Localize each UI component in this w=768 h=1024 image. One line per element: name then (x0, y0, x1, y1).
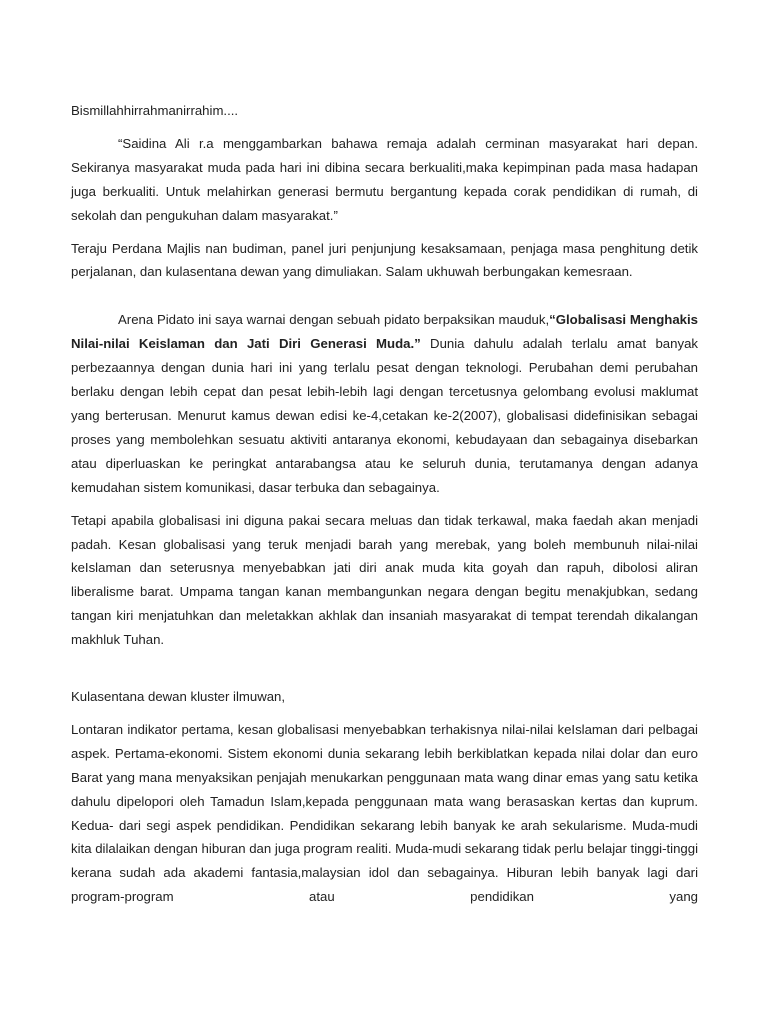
audience-address: Kulasentana dewan kluster ilmuwan, (71, 689, 286, 705)
quote-paragraph: “Saidina Ali r.a menggambarkan bahawa remaja adalah cerminan masyarakat hari depan. Sekiranya masyarakat muda pada hari ini dibina secara berkualiti,maka kepimpinan pada masa hadapan juga berkualiti. Untuk melahirkan generasi bermutu bergantung kepada corak pendidikan di rumah, di sekolah dan pengukuhan dalam masyarakat.” (71, 135, 698, 223)
first-point-paragraph: Lontaran indikator pertama, kesan globalisasi menyebabkan terhakisnya nilai-nilai keIslaman dari pelbagai aspek. Pertama-ekonomi. Sistem ekonomi dunia sekarang lebih berkiblatkan kepada nilai dolar dan euro Barat yang mana menyaksikan penjajah menukarkan penggunaan mata wang dinar emas yang satu ketika dahulu dipelopori oleh Tamadun Islam,kepada penggunaan mata wang berasaskan kertas dan kuprum. Kedua- dari segi aspek pendidikan. Pendidikan sekarang lebih banyak ke arah sekularisme. Muda-mudi kita dilalaikan dengan hiburan dan juga program realiti. Muda-mudi sekarang tidak perlu belajar tinggi-tinggi kerana sudah ada akademi fantasia,malaysian idol dan sebagainya. Hiburan lebih banyak lagi dari program-program atau pendidikan yang (71, 721, 698, 905)
salutation-paragraph: Teraju Perdana Majlis nan budiman, panel juri penjunjung kesaksamaan, penjaga masa penghitung detik perjalanan, dan kulasentana dewan yang dimuliakan. Salam ukhuwah berbungakan kemesraan. (71, 240, 698, 280)
opening-line: Bismillahhirrahmanirrahim.... (71, 103, 239, 118)
intro-text-before-title: Arena Pidato ini saya warnai dengan sebuah pidato berpaksikan mauduk, (118, 312, 550, 328)
document-page (71, 99, 698, 918)
speech-title: “Globalisasi Menghakis Nilai-nilai Keislaman dan Jati Diri Generasi Muda.” (71, 312, 698, 352)
intro-text-after-title: Dunia dahulu adalah terlalu amat banyak perbezaannya dengan dunia hari ini yang terlalu pesat dengan teknologi. Perubahan demi perubahan berlaku dengan lebih cepat dan pesat lebih-lebih lagi dengan tercetusnya gelombang evolusi maklumat yang berterusan. Menurut kamus dewan edisi ke-4,cetakan ke-2(2007), globalisasi didefinisikan sebagai proses yang membolehkan sesuatu aktiviti antaranya ekonomi, kebudayaan dan sebagainya disebarkan atau diperluaskan ke peringkat antarabangsa atau ke seluruh dunia, terutamanya dengan adanya kemudahan sistem komunikasi, dasar terbuka dan sebagainya. (71, 336, 698, 495)
intro-paragraph (71, 308, 698, 499)
consequence-paragraph: Tetapi apabila globalisasi ini diguna pakai secara meluas dan tidak terkawal, maka faedah akan menjadi padah. Kesan globalisasi yang teruk menjadi barah yang merebak, yang boleh membunuh nilai-nilai keIslaman dan seterusnya menyebabkan jati diri anak muda kita goyah dan rapuh, dibolosi aliran liberalisme barat. Umpama tangan kanan membangunkan negara dengan begitu menakjubkan, sedang tangan kiri menjatuhkan dan meletakkan akhlak dan insaniah masyarakat di tempat terendah dikalangan makhluk Tuhan. (71, 512, 698, 648)
